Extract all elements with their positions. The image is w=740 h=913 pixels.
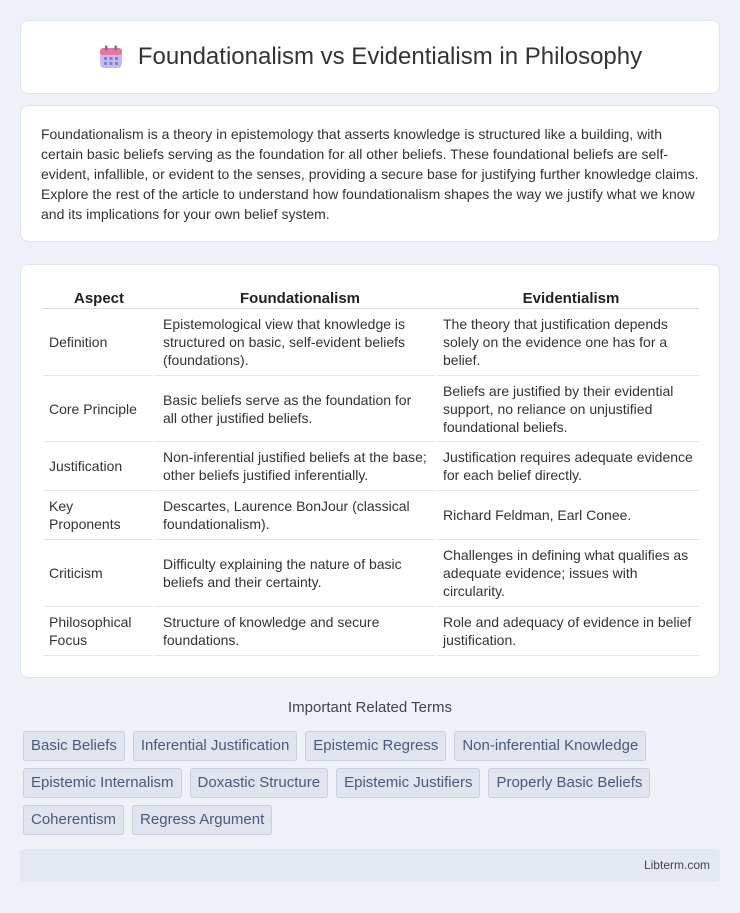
cell-foundationalism: Structure of knowledge and secure foundations. [155,607,437,656]
table-row [43,376,699,442]
comparison-table [43,283,699,656]
comparison-table-card [20,264,720,678]
header-aspect: Aspect [43,283,155,309]
header-card [20,20,720,94]
tag-epistemic-regress[interactable]: Epistemic Regress [305,731,446,761]
cell-aspect: Core Principle [43,376,155,442]
cell-aspect: Definition [43,309,155,376]
cell-evidentialism: Justification requires adequate evidence for each belief directly. [437,442,699,491]
header-evidentialism: Evidentialism [437,283,699,309]
cell-foundationalism: Difficulty explaining the nature of basic beliefs and their certainty. [155,540,437,607]
tag-regress-argument[interactable]: Regress Argument [132,805,272,835]
footer-site-link[interactable]: Libterm.com [643,858,710,872]
cell-evidentialism: Richard Feldman, Earl Conee. [437,491,699,540]
cell-evidentialism: Challenges in defining what qualifies as adequate evidence; issues with circularity. [437,540,699,607]
tag-coherentism[interactable]: Coherentism [23,805,124,835]
intro-text: Foundationalism is a theory in epistemology that asserts knowledge is structured like a building, with certain basic beliefs serving as the foundation for all other beliefs. These foundational beliefs are self-evident, infallible, or evident to the senses, providing a secure base for justifying further knowledge claims. Explore the rest of the article to understand how foundationalism shapes the way we justify what we know and its implications for your own belief system. [41,126,699,222]
tag-doxastic-structure[interactable]: Doxastic Structure [190,768,329,798]
table-row [43,540,699,607]
cell-foundationalism: Basic beliefs serve as the foundation for all other justified beliefs. [155,376,437,442]
table-row [43,607,699,656]
table-row [43,309,699,376]
cell-foundationalism: Descartes, Laurence BonJour (classical foundationalism). [155,491,437,540]
tag-row [23,768,723,798]
cell-evidentialism: The theory that justification depends solely on the evidence one has for a belief. [437,309,699,376]
cell-aspect: Key Proponents [43,491,155,540]
cell-aspect: Criticism [43,540,155,607]
table-header-row [43,283,699,309]
cell-aspect: Philosophical Focus [43,607,155,656]
table-row [43,442,699,491]
tag-properly-basic-beliefs[interactable]: Properly Basic Beliefs [488,768,650,798]
cell-aspect: Justification [43,442,155,491]
calendar-grid-icon [98,44,124,70]
footer [20,849,720,882]
cell-evidentialism: Beliefs are justified by their evidential support, no reliance on unjustified foundational beliefs. [437,376,699,442]
tag-epistemic-justifiers[interactable]: Epistemic Justifiers [336,768,480,798]
tag-inferential-justification[interactable]: Inferential Justification [133,731,297,761]
tag-row [23,731,723,761]
related-terms-title: Important Related Terms [288,699,452,716]
tag-basic-beliefs[interactable]: Basic Beliefs [23,731,125,761]
cell-foundationalism: Epistemological view that knowledge is structured on basic, self-evident beliefs (foundations). [155,309,437,376]
tag-row [23,805,723,835]
tag-epistemic-internalism[interactable]: Epistemic Internalism [23,768,182,798]
cell-foundationalism: Non-inferential justified beliefs at the base; other beliefs justified inferentially. [155,442,437,491]
header-foundationalism: Foundationalism [155,283,437,309]
cell-evidentialism: Role and adequacy of evidence in belief justification. [437,607,699,656]
page-title: Foundationalism vs Evidentialism in Philosophy [137,43,643,70]
intro-card [20,105,720,242]
table-row [43,491,699,540]
tag-non-inferential-knowledge[interactable]: Non-inferential Knowledge [454,731,646,761]
related-terms-list [23,731,723,842]
